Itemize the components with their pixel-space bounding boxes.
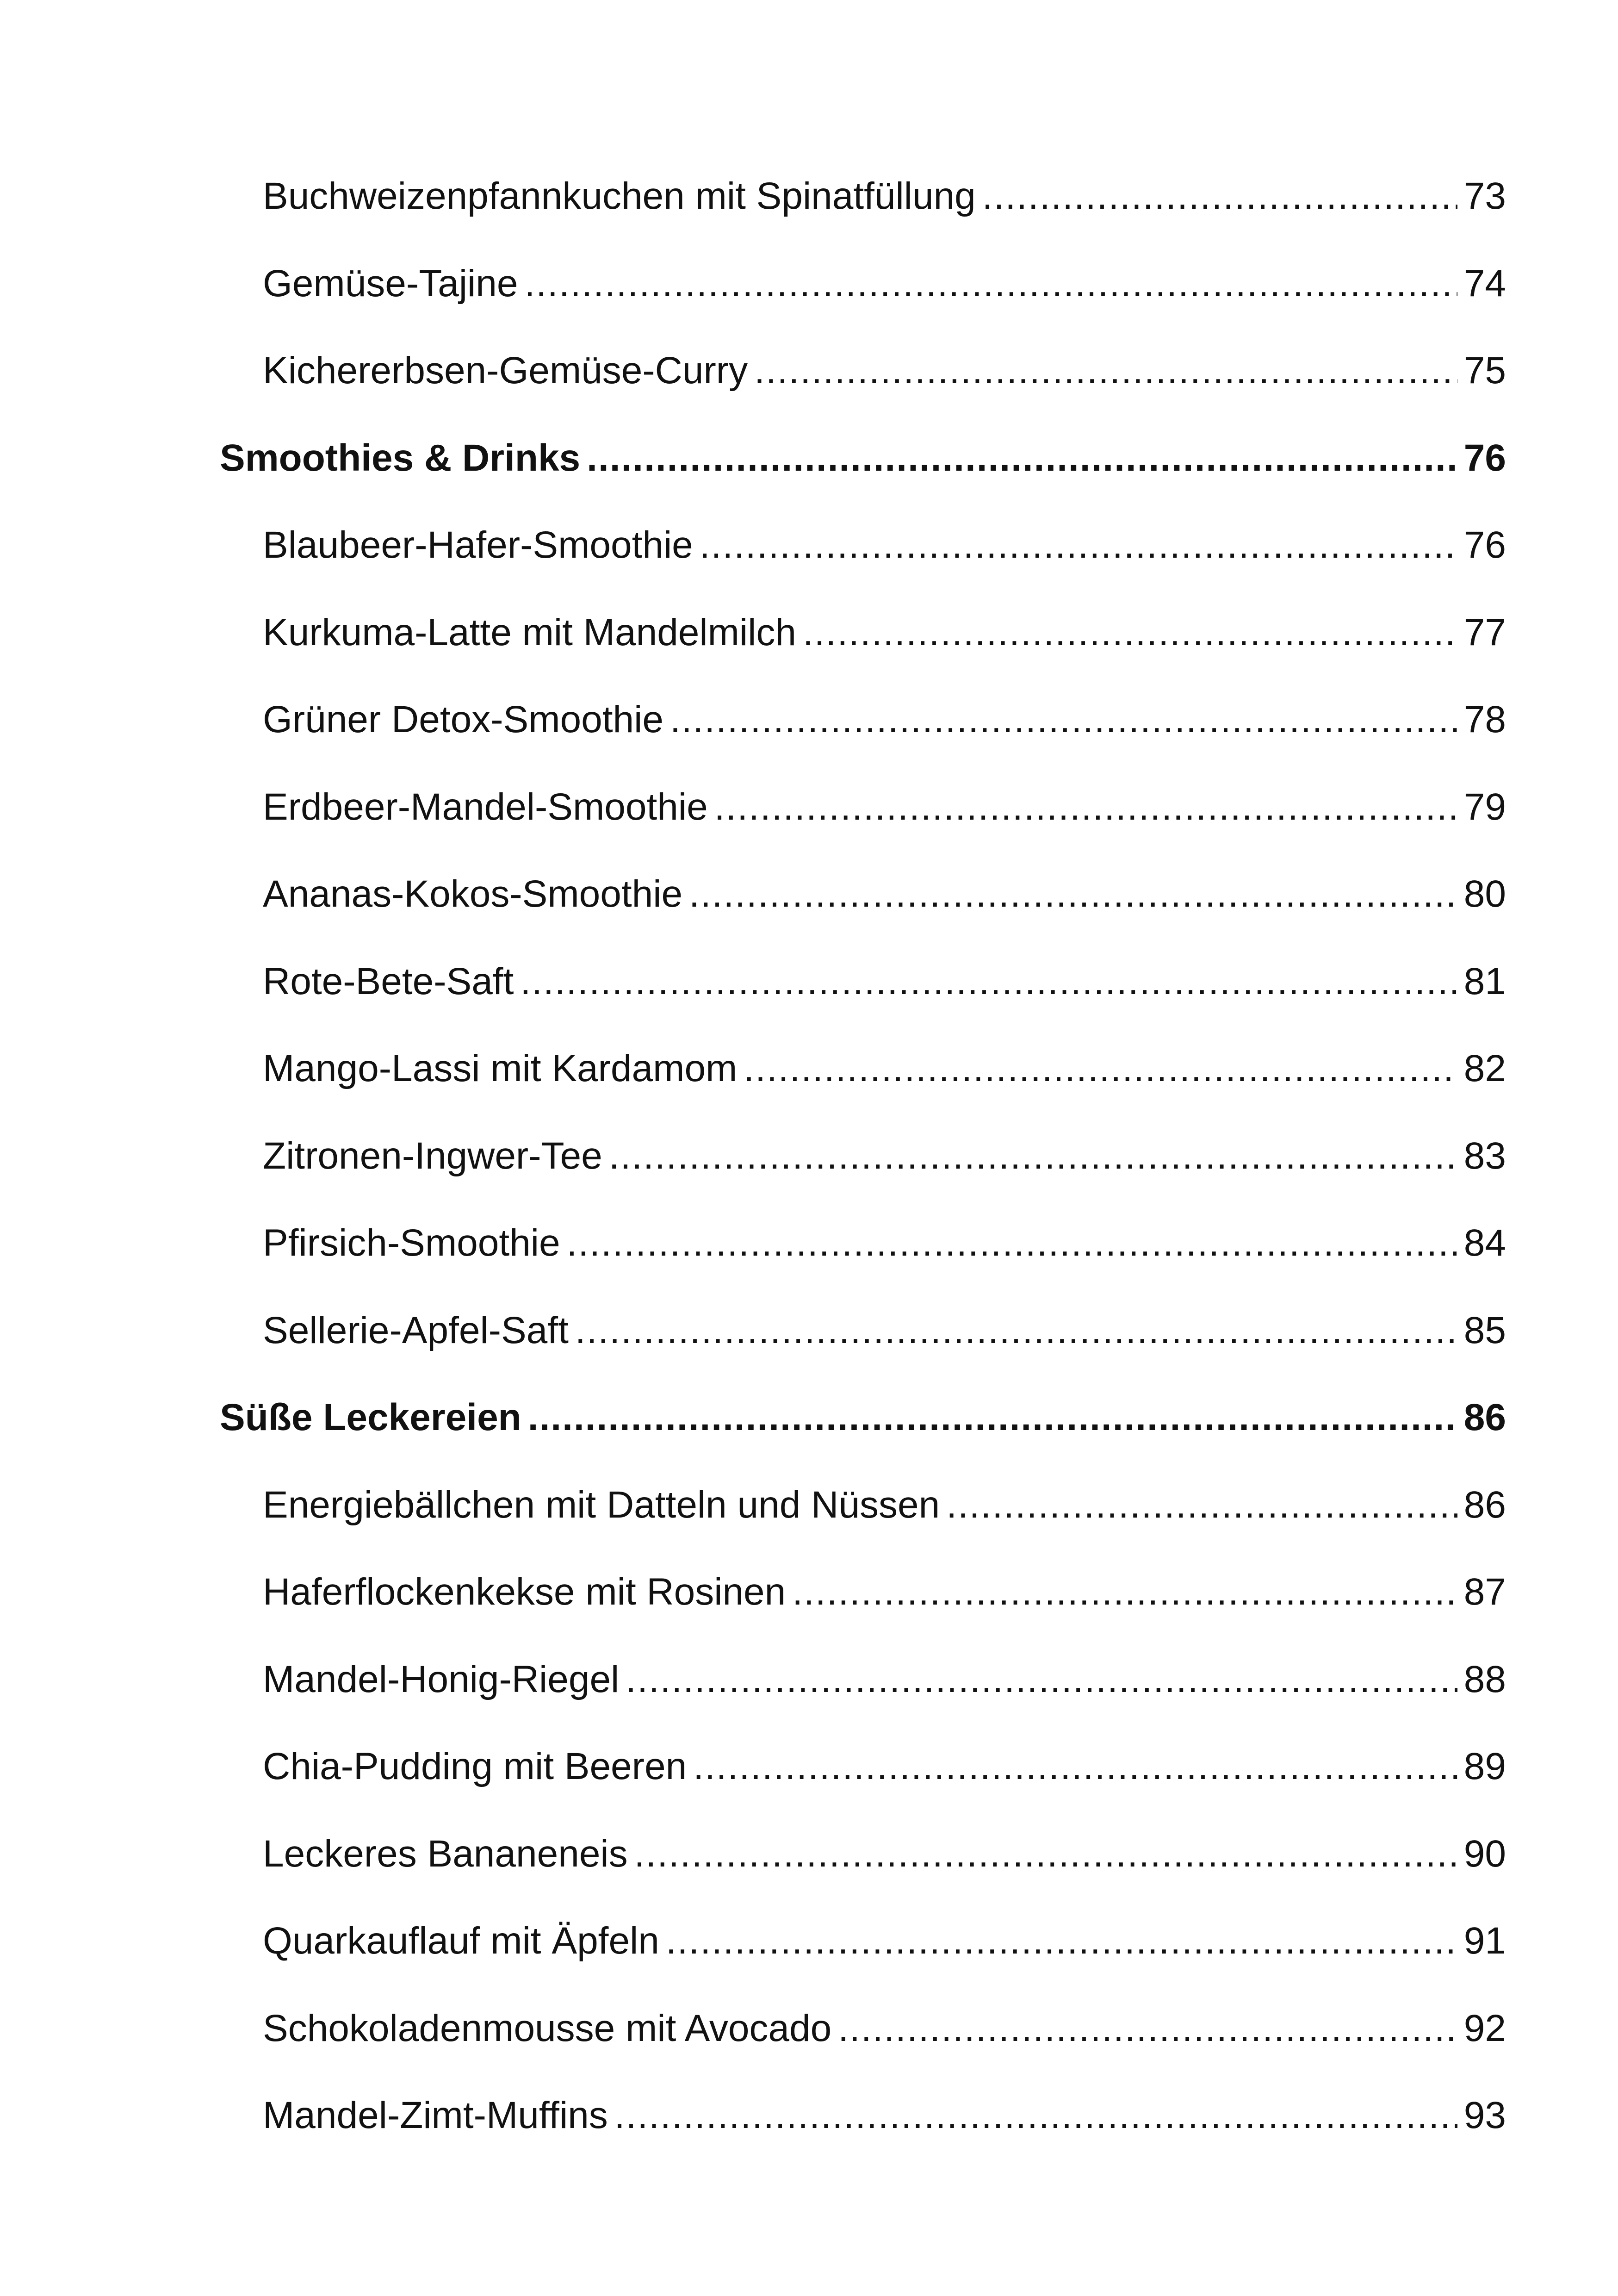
toc-entry-page-number: 91	[1463, 1920, 1506, 1962]
toc-entry[interactable]	[220, 851, 1506, 938]
dot-leader	[982, 153, 1457, 240]
toc-entry-title: Gemüse-Tajine	[263, 262, 518, 305]
dot-leader	[575, 1287, 1457, 1375]
toc-entry-page-number: 92	[1463, 2007, 1506, 2049]
toc-entry-page-number: 79	[1463, 785, 1506, 828]
toc-entry-title: Rote-Bete-Saft	[263, 960, 514, 1002]
dot-leader	[700, 502, 1457, 589]
toc-entry[interactable]	[220, 1287, 1506, 1375]
toc-entry-title: Leckeres Bananeneis	[263, 1832, 628, 1875]
toc-entry[interactable]	[220, 1113, 1506, 1200]
dot-leader	[744, 1025, 1457, 1113]
toc-entry[interactable]	[220, 1898, 1506, 1985]
toc-entry-page-number: 93	[1463, 2094, 1506, 2136]
dot-leader	[666, 1898, 1457, 1985]
toc-entry-title: Ananas-Kokos-Smoothie	[263, 873, 683, 915]
toc-entry-title: Schokoladenmousse mit Avocado	[263, 2007, 832, 2049]
toc-entry[interactable]	[220, 764, 1506, 851]
dot-leader	[689, 851, 1457, 938]
toc-entry-title: Zitronen-Ingwer-Tee	[263, 1134, 602, 1177]
toc-entry-page-number: 80	[1463, 873, 1506, 915]
toc-section-entry[interactable]	[220, 1374, 1506, 1462]
toc-entry[interactable]	[220, 1636, 1506, 1724]
toc-entry-page-number: 90	[1463, 1832, 1506, 1875]
toc-entry[interactable]	[220, 938, 1506, 1026]
toc-entry-page-number: 76	[1463, 524, 1506, 566]
toc-entry-page-number: 89	[1463, 1745, 1506, 1787]
dot-leader	[520, 938, 1457, 1026]
toc-entry-title: Quarkauflauf mit Äpfeln	[263, 1920, 659, 1962]
toc-entry-page-number: 76	[1463, 436, 1506, 479]
toc-entry-page-number: 75	[1463, 349, 1506, 392]
toc-entry-title: Sellerie-Apfel-Saft	[263, 1309, 569, 1351]
toc-entry-title: Blaubeer-Hafer-Smoothie	[263, 524, 693, 566]
toc-entry[interactable]	[220, 1549, 1506, 1636]
toc-entry-page-number: 86	[1463, 1483, 1506, 1526]
toc-entry-title: Kichererbsen-Gemüse-Curry	[263, 349, 748, 392]
toc-entry-page-number: 86	[1463, 1396, 1506, 1438]
toc-entry[interactable]	[220, 1723, 1506, 1811]
dot-leader	[714, 764, 1457, 851]
toc-entry[interactable]	[220, 240, 1506, 328]
dot-leader	[626, 1636, 1457, 1724]
toc-section-entry[interactable]	[220, 415, 1506, 502]
toc-entry-page-number: 87	[1463, 1571, 1506, 1613]
toc-entry-title: Chia-Pudding mit Beeren	[263, 1745, 687, 1787]
toc-entry-page-number: 81	[1463, 960, 1506, 1002]
dot-leader	[614, 2072, 1457, 2159]
toc-entry[interactable]	[220, 676, 1506, 764]
toc-entry-title: Smoothies & Drinks	[220, 436, 581, 479]
toc-entry-title: Mandel-Honig-Riegel	[263, 1658, 620, 1700]
toc-entry-title: Pfirsich-Smoothie	[263, 1222, 560, 1264]
dot-leader	[754, 327, 1457, 415]
dot-leader	[528, 1374, 1457, 1462]
dot-leader	[803, 589, 1457, 677]
toc-entry-title: Süße Leckereien	[220, 1396, 521, 1438]
toc-entry-title: Mango-Lassi mit Kardamom	[263, 1047, 738, 1089]
toc-entry-title: Haferflockenkekse mit Rosinen	[263, 1571, 786, 1613]
dot-leader	[838, 1985, 1457, 2072]
toc-entry[interactable]	[220, 1025, 1506, 1113]
toc-entry[interactable]	[220, 1811, 1506, 1898]
toc-entry-page-number: 82	[1463, 1047, 1506, 1089]
toc-entry-title: Grüner Detox-Smoothie	[263, 698, 663, 740]
toc-entry[interactable]	[220, 1200, 1506, 1287]
dot-leader	[792, 1549, 1457, 1636]
dot-leader	[670, 676, 1457, 764]
toc-entry-page-number: 88	[1463, 1658, 1506, 1700]
dot-leader	[693, 1723, 1457, 1811]
toc-entry-page-number: 85	[1463, 1309, 1506, 1351]
toc-entry-title: Energiebällchen mit Datteln und Nüssen	[263, 1483, 940, 1526]
dot-leader	[946, 1462, 1457, 1549]
dot-leader	[567, 1200, 1457, 1287]
toc-entry[interactable]	[220, 1985, 1506, 2072]
toc-entry[interactable]	[220, 589, 1506, 677]
toc-entry-page-number: 73	[1463, 175, 1506, 217]
toc-entry[interactable]	[220, 2072, 1506, 2159]
toc-entry[interactable]	[220, 327, 1506, 415]
toc-entry[interactable]	[220, 1462, 1506, 1549]
toc-entry-page-number: 78	[1463, 698, 1506, 740]
toc-entry-title: Mandel-Zimt-Muffins	[263, 2094, 608, 2136]
toc-entry-page-number: 77	[1463, 611, 1506, 653]
toc-entry-title: Kurkuma-Latte mit Mandelmilch	[263, 611, 796, 653]
toc-entry-title: Erdbeer-Mandel-Smoothie	[263, 785, 708, 828]
dot-leader	[524, 240, 1457, 328]
toc-entry-title: Buchweizenpfannkuchen mit Spinatfüllung	[263, 175, 976, 217]
dot-leader	[587, 415, 1457, 502]
toc-entry-page-number: 84	[1463, 1222, 1506, 1264]
toc-entry[interactable]	[220, 153, 1506, 240]
toc-entry-page-number: 83	[1463, 1134, 1506, 1177]
toc-entry[interactable]	[220, 502, 1506, 589]
dot-leader	[634, 1811, 1457, 1898]
toc-entry-page-number: 74	[1463, 262, 1506, 305]
table-of-contents	[220, 153, 1506, 2159]
dot-leader	[609, 1113, 1457, 1200]
